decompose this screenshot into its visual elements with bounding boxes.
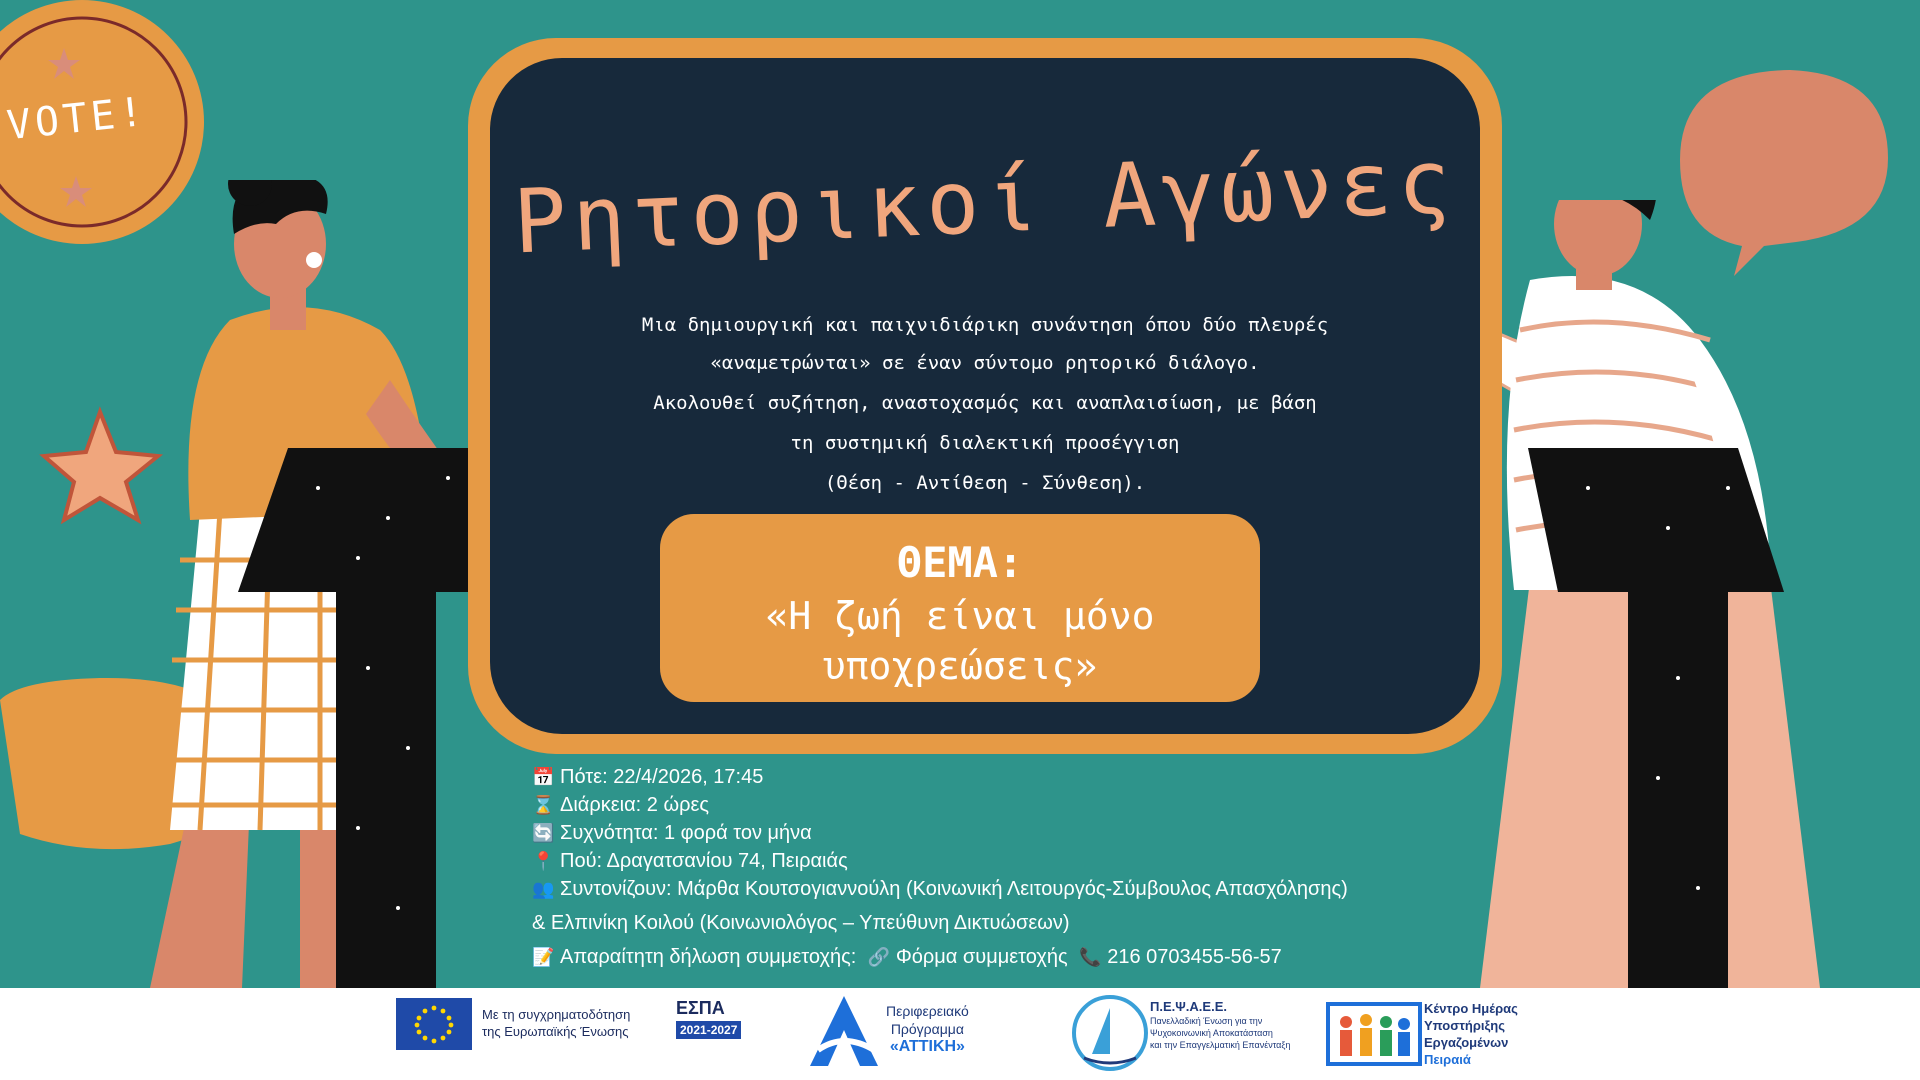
info-coordinators — [532, 878, 1348, 901]
description-line-5: (Θέση - Αντίθεση - Σύνθεση). — [824, 472, 1146, 494]
eu-text-line-1: Με τη συγχρηματοδότηση — [482, 1007, 631, 1022]
topic-box — [660, 514, 1260, 702]
info-where — [532, 850, 848, 873]
vote-stamp-text: VOTE! — [4, 88, 150, 150]
attiki-line-1: Περιφερειακό — [886, 1003, 969, 1019]
registration-form-link[interactable]: Φόρμα συμμετοχής — [895, 946, 1068, 968]
topic-line-1: «Η ζωή είναι μόνο — [765, 594, 1155, 638]
eu-cofunding-text — [482, 1006, 630, 1040]
description-line-3: Ακολουθεί συζήτηση, αναστοχασμός και αναπλαισίωση, με βάση — [653, 392, 1317, 414]
link-icon: 🔗 — [867, 947, 891, 968]
eu-flag-icon — [396, 998, 472, 1050]
info-coordinators-cont-text: & Ελπινίκη Κοιλού (Κοινωνιολόγος – Υπεύθυνη Δικτυώσεων) — [532, 912, 1070, 934]
people-icon: 👥 — [532, 879, 555, 900]
pepsaee-text — [1150, 998, 1290, 1051]
kentro-line-3: Εργαζομένων — [1424, 1035, 1509, 1050]
repeat-icon: 🔄 — [532, 823, 555, 844]
kentro-line-1: Κέντρο Ημέρας — [1424, 1001, 1518, 1016]
kentro-line-4: Πειραιά — [1424, 1052, 1471, 1067]
hourglass-icon: ⌛ — [532, 795, 555, 816]
info-when — [532, 766, 763, 789]
pepsaee-name: Π.Ε.Ψ.Α.Ε.Ε. — [1150, 999, 1227, 1014]
description-line-4: τη συστημική διαλεκτική προσέγγιση — [790, 432, 1180, 454]
pepsaee-line-1: Πανελλαδική Ένωση για την — [1150, 1016, 1263, 1026]
footer-logos — [0, 988, 1920, 1080]
kentro-text — [1424, 1000, 1518, 1068]
info-registration — [532, 946, 1282, 969]
espa-years: 2021-2027 — [676, 1021, 741, 1039]
pepsaee-line-3: και την Επαγγελματική Επανένταξη — [1150, 1040, 1291, 1050]
info-when-text: Πότε: 22/4/2026, 17:45 — [560, 766, 764, 788]
attiki-logo-icon — [808, 992, 880, 1072]
calendar-icon: 📅 — [532, 767, 555, 788]
star-icon — [44, 412, 158, 520]
attiki-line-3: «ΑΤΤΙΚΗ» — [889, 1038, 965, 1055]
pepsaee-logo-icon — [1070, 992, 1150, 1074]
lectern-right-illustration — [1528, 448, 1788, 988]
espa-name: ΕΣΠΑ — [676, 998, 725, 1018]
registration-label: Απαραίτητη δήλωση συμμετοχής: — [560, 946, 857, 968]
description-line-2: «αναμετρώνται» σε έναν σύντομο ρητορικό διάλογο. — [710, 352, 1260, 374]
info-coordinators-cont — [532, 912, 1070, 935]
registration-phone: 216 0703455-56-57 — [1107, 946, 1282, 968]
pepsaee-line-2: Ψυχοκοινωνική Αποκατάσταση — [1150, 1028, 1273, 1038]
espa-logo — [676, 998, 756, 1052]
topic-label: ΘΕΜΑ: — [896, 538, 1024, 587]
info-where-text: Πού: Δραγατσανίου 74, Πειραιάς — [560, 850, 848, 872]
info-frequency — [532, 822, 812, 845]
chalkboard — [490, 58, 1480, 734]
kentro-logo-icon — [1326, 1000, 1422, 1066]
eu-text-line-2: της Ευρωπαϊκής Ένωσης — [482, 1024, 629, 1039]
attiki-line-2: Πρόγραμμα — [890, 1021, 964, 1037]
info-coordinators-text: Συντονίζουν: Μάρθα Κουτσογιαννούλη (Κοινωνική Λειτουργός-Σύμβουλος Απασχόλησης) — [560, 878, 1348, 900]
description-line-1: Μια δημιουργική και παιχνιδιάρικη συνάντηση όπου δύο πλευρές — [641, 314, 1329, 336]
topic-line-2: υποχρεώσεις» — [822, 644, 1098, 688]
phone-icon: 📞 — [1079, 947, 1102, 968]
pin-icon: 📍 — [532, 851, 555, 872]
info-duration — [532, 794, 709, 817]
info-duration-text: Διάρκεια: 2 ώρες — [560, 794, 710, 816]
page-title: Ρητορικοί Αγώνες — [511, 129, 1459, 274]
kentro-line-2: Υποστήριξης — [1424, 1018, 1505, 1033]
attiki-text — [886, 1002, 969, 1056]
memo-icon: 📝 — [532, 947, 555, 968]
info-frequency-text: Συχνότητα: 1 φορά τον μήνα — [560, 822, 812, 844]
